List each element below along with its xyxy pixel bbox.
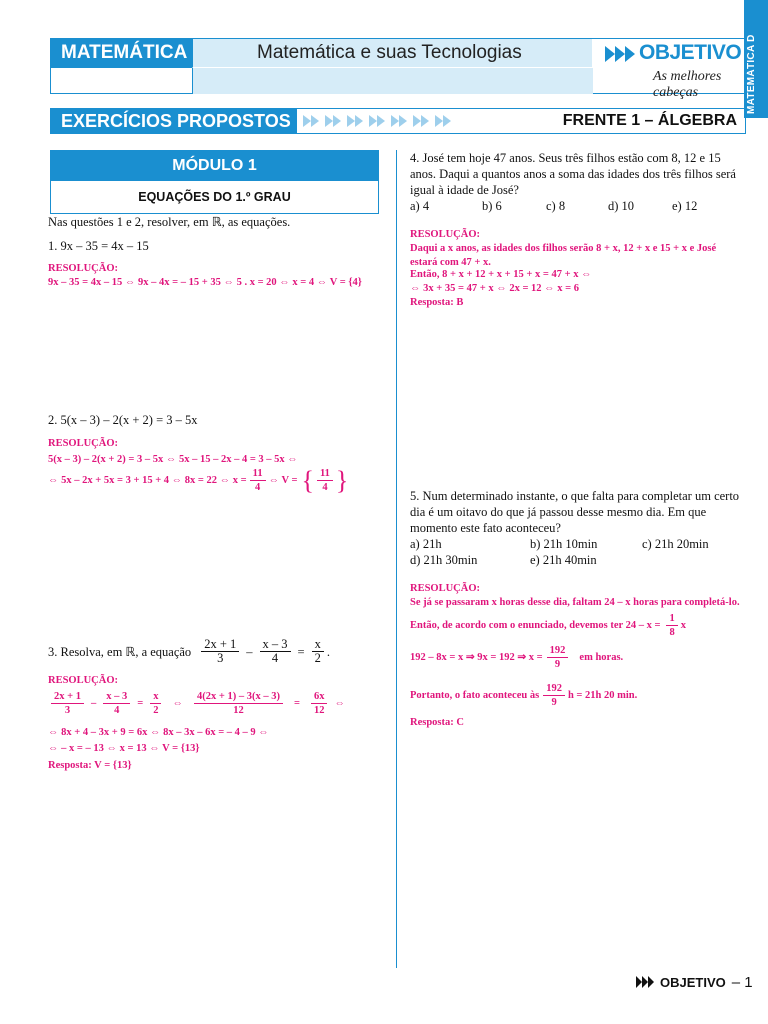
q5-option-a: a) 21h — [410, 537, 442, 551]
frente-title: FRENTE 1 – ÁLGEBRA — [562, 112, 737, 129]
q4-statement: 4. José tem hoje 47 anos. Seus três filhos estão com 8, 12 e 15 anos. Daqui a quantos anos a soma das idades dos três filhos será igual à idade de José? — [410, 151, 736, 197]
page-header — [50, 38, 746, 100]
q5-options — [410, 536, 746, 568]
section-title: EXERCÍCIOS PROPOSTOS — [51, 109, 297, 133]
side-tab-label: MATEMÁTICA D — [746, 34, 757, 114]
q4-option-e: e) 12 — [672, 199, 698, 213]
q2-resolution-label: RESOLUÇÃO: — [48, 438, 119, 449]
q2-statement: 2. 5(x – 3) – 2(x + 2) = 3 – 5x — [48, 413, 198, 427]
q2-fraction: $\frac{11}{4}$ — [250, 467, 266, 494]
q5-option-b: b) 21h 10min — [530, 537, 598, 551]
q3-resolution-line1: $\frac{2x + 1}{3}$ – $\frac{x - 3}{4}$ = $\frac{x}{2}$ ⇔ $\frac{4(2x + 1) - 3(x - 3)}{12}$ = $\frac{6x}{12}$ ⇔ — [48, 690, 349, 717]
q5-answer: Resposta: C — [410, 717, 464, 728]
module-subtitle: EQUAÇÕES DO 1.º GRAU — [138, 190, 291, 204]
logo-brand: OBJETIVO — [639, 41, 742, 64]
section-bar — [50, 108, 746, 134]
footer-logo-arrows-icon — [636, 975, 658, 989]
objetivo-logo — [603, 41, 743, 100]
q4-option-d: d) 10 — [608, 199, 635, 213]
q4-resolution-label: RESOLUÇÃO: — [410, 229, 481, 240]
q5-option-d: d) 21h 30min — [410, 553, 478, 567]
q1-statement: 1. 9x – 35 = 4x – 15 — [48, 239, 149, 253]
module-title: MÓDULO 1 — [51, 151, 378, 181]
q4-answer: Resposta: B — [410, 297, 464, 308]
q4-resolution-line3: ⇔ 3x + 35 = 47 + x ⇔ 2x = 12 ⇔ x = 6 — [410, 283, 580, 294]
subject-title: MATEMÁTICA — [51, 39, 192, 67]
q3-resolution-label: RESOLUÇÃO: — [48, 675, 119, 686]
q4-option-b: b) 6 — [482, 199, 502, 213]
q5-resolution-line3: 192 – 8x = x ⇒ 9x = 192 ⇒ x = $\frac{192}{9}$ em horas. — [410, 645, 624, 670]
q5-option-e: e) 21h 40min — [530, 553, 597, 567]
q4-resolution-line1: Daqui a x anos, as idades dos filhos serão 8 + x, 12 + x e 15 + x e José estará com 47 + x. — [410, 243, 717, 268]
q3-resolution-line3: ⇔ – x = – 13 ⇔ x = 13 ⇔ V = {13} — [48, 743, 200, 754]
q5-resolution-label: RESOLUÇÃO: — [410, 583, 481, 594]
q5-resolution-line2: Então, de acordo com o enunciado, devemos ter 24 – x = $\frac{1}{8}$ x — [410, 613, 686, 638]
q4-option-c: c) 8 — [546, 199, 566, 213]
q3-resolution-line2: ⇔ 8x + 4 – 3x + 9 = 6x ⇔ 8x – 3x – 6x = – 4 – 9 ⇔ — [48, 727, 269, 738]
footer-brand: OBJETIVO — [660, 974, 726, 990]
footer — [636, 972, 753, 992]
intro-text: Nas questões 1 e 2, resolver, em ℝ, as equações. — [48, 215, 291, 229]
q1-resolution-line: 9x – 35 = 4x – 15 ⇔ 9x – 4x = – 15 + 35 ⇔ 5 . x = 20 ⇔ x = 4 ⇔ V = {4} — [48, 277, 362, 288]
q2-resolution-line1: 5(x – 3) – 2(x + 2) = 3 – 5x ⇔ 5x – 15 – 2x – 4 = 3 – 5x ⇔ — [48, 454, 298, 465]
q5-option-c: c) 21h 20min — [642, 537, 709, 551]
logo-arrows-icon — [603, 43, 643, 65]
column-divider — [396, 150, 397, 968]
area-title: Matemática e suas Tecnologias — [192, 39, 592, 67]
page-number: – 1 — [731, 973, 753, 991]
q4-resolution-line2: Então, 8 + x + 12 + x + 15 + x = 47 + x ⇔ — [410, 269, 592, 280]
q3-answer: Resposta: V = {13} — [48, 760, 132, 771]
q3-statement: 3. Resolva, em ℝ, a equação $\frac{2x + 1}{3}$ – $\frac{x - 3}{4}$ = $\frac{x}{2}$ . — [48, 637, 330, 665]
side-tab — [744, 0, 768, 118]
q2-resolution-line2: ⇔ 5x – 2x + 5x = 3 + 15 + 4 ⇔ 8x = 22 ⇔ x = $\frac{11}{4}$ ⇔ V = { $\frac{11}{4}$ } — [48, 465, 349, 495]
q4-option-a: a) 4 — [410, 199, 430, 213]
module-box — [50, 150, 379, 214]
q5-resolution-line4: Portanto, o fato aconteceu às $\frac{192}{9}$ h = 21h 20 min. — [410, 683, 638, 708]
q5-resolution-line1: Se já se passaram x horas desse dia, faltam 24 – x horas para completá-lo. — [410, 597, 740, 608]
q1-resolution-label: RESOLUÇÃO: — [48, 263, 119, 274]
logo-tagline: As melhores cabeças — [653, 69, 722, 100]
decorative-arrows-icon — [303, 113, 463, 129]
q2-set-fraction: $\frac{11}{4}$ — [317, 467, 333, 494]
q5-statement: 5. Num determinado instante, o que falta para completar um certo dia é um oitavo do que já passou desse mesmo dia. Em que momento este fato aconteceu? — [410, 489, 740, 535]
